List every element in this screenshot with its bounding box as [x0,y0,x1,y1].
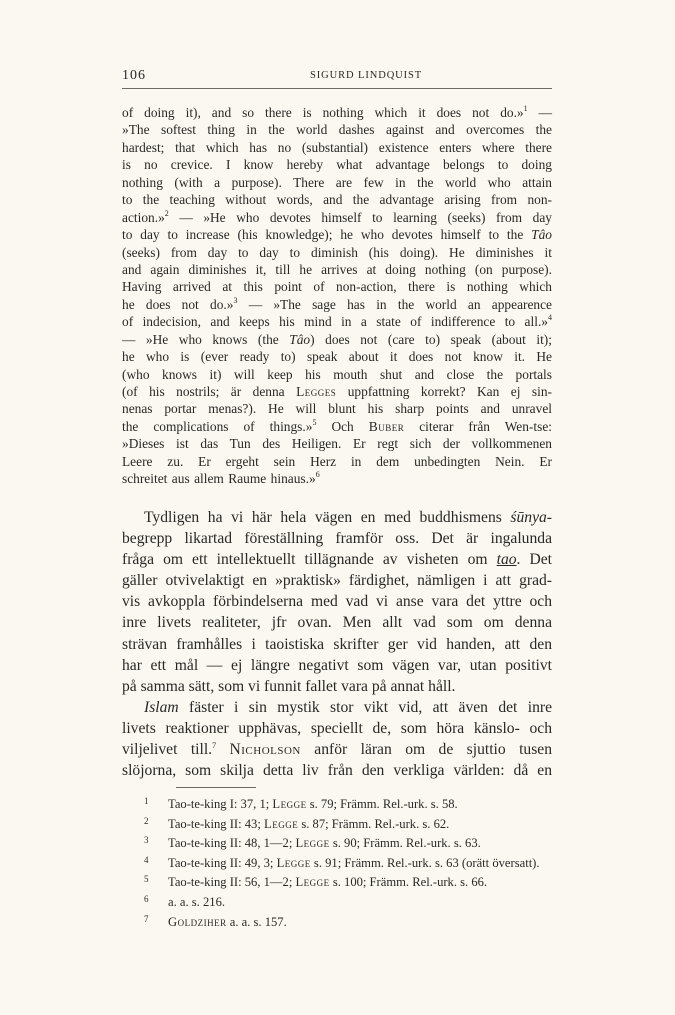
footnote: 3 Tao-te-king II: 48, 1—2; Legge s. 90; Främm. Rel.-urk. s. 63. [144,835,481,851]
body-line: har ett mål — ej längre negativt som vägen var, utan positivt [122,656,552,674]
page-number: 106 [122,68,146,83]
body-line: inre livets realiteter, jfr ovan. Men allt vad som om denna [122,614,552,632]
quote-line: action.»$^2$ — »He who devotes himself to learning (seeks) from day [122,208,552,225]
running-head: SIGURD LINDQUIST [310,70,423,81]
body-line: Tydligen ha vi här hela vägen en med buddhismens śūnya- [144,509,552,526]
footnote: 4 Tao-te-king II: 49, 3; Legge s. 91; Främm. Rel.-urk. s. 63 (orätt översatt). [144,854,540,870]
quote-line: Having arrived at this point of non-action, there is nothing which [122,279,552,295]
quote-line: is no crevice. I know hereby what advantage belongs to doing [122,157,552,173]
quote-line: of indecision, and keeps his mind in a state of indifference to all.»$^4$ [122,313,552,330]
quoted-passage [122,104,552,488]
quote-line: he does not do.»$^3$ — »The sage has in the world an appearence [122,295,553,312]
quote-line: »Dieses ist das Tun des Heiligen. Er regt sich der vollkommenen [122,436,552,452]
quote-line: he who is (ever ready to) speak about it does not know it. He [122,349,552,365]
header-rule [122,88,552,89]
body-line: livets reaktioner upphävas, speciellt de, som höra känslo- och [122,719,552,737]
quote-line: — »He who knows (the Tâo) does not (care to) speak (about it); [122,331,552,347]
body-line: strävan framhålles i taoistiska skrifter ger vid handen, att den [122,635,552,653]
footnote: 1 Tao-te-king I: 37, 1; Legge s. 79; Främm. Rel.-urk. s. 58. [144,796,458,811]
body-line: på samma sätt, som vi funnit fallet vara på annat håll. [122,677,456,695]
footnotes [144,792,564,929]
body-line: fråga om ett intellektuellt tillägnande av visheten om tao. Det [122,551,553,569]
quote-line: nothing (with a purpose). There are few in the world who attain [122,174,552,190]
body-line: slöjorna, som skilja detta liv från den verkliga världen: då en [122,762,552,780]
quote-line: (of his nostrils; är denna Legges uppfattning korrekt? Kan ej sin- [122,384,552,399]
quote-line: »The softest thing in the world dashes against and overcomes the [122,122,552,138]
quote-line: to the teaching without words, and the advantage arising from non- [122,192,552,208]
quote-line: schreitet aus allem Raume hinaus.»$^6$ [122,470,320,487]
quote-line: the complications of things.»$^5$ Och Buber citerar från Wen-tse: [122,417,552,434]
body-line: begrepp likartad föreställning framför oss. Det är ingalunda [122,530,552,548]
body-paragraphs [122,507,552,781]
body-line: vis avkoppla förbindelserna med vad vi anse vara det yttre och [122,593,552,611]
quote-line: Leere zu. Er ergeht sein Herz in dem unbedingten Nein. Er [122,453,552,469]
quote-line: to day to increase (his knowledge); he who devotes himself to the Tâo [122,227,552,243]
footnote: 5 Tao-te-king II: 56, 1—2; Legge s. 100; Främm. Rel.-urk. s. 66. [144,874,488,890]
quote-line: hardest; that which has no (substantial) existence enters where there [122,139,552,155]
footnote: 2 Tao-te-king II: 43; Legge s. 87; Främm. Rel.-urk. s. 62. [144,815,450,831]
footnote: 7 Goldziher a. a. s. 157. [144,913,287,929]
quote-line: and again diminishes it, till he arrives at doing nothing (on purpose). [122,261,552,277]
quote-line: of doing it), and so there is nothing which it does not do.»$^1$ — [122,104,552,120]
quote-line: (seeks) from day to day to diminish (his doing). He diminishes it [122,244,552,260]
body-line: viljelivet till.$^7$ Nicholson anför läran om de sjuttio tusen [122,741,552,759]
footnote-rule [176,787,256,788]
body-line: Islam fäster i sin mystik stor vikt vid, att även det inre [144,698,552,716]
body-line: gäller otvivelaktigt en »praktisk» färdighet, nämligen i att grad- [122,572,552,590]
page-header [122,64,552,88]
quote-line: (who knows it) will keep his mouth shut and close the portals [122,366,552,382]
quote-line: nenas portar menas?). He will blunt his sharp points and unravel [122,401,552,417]
footnote: 6 a. a. s. 216. [144,893,226,909]
